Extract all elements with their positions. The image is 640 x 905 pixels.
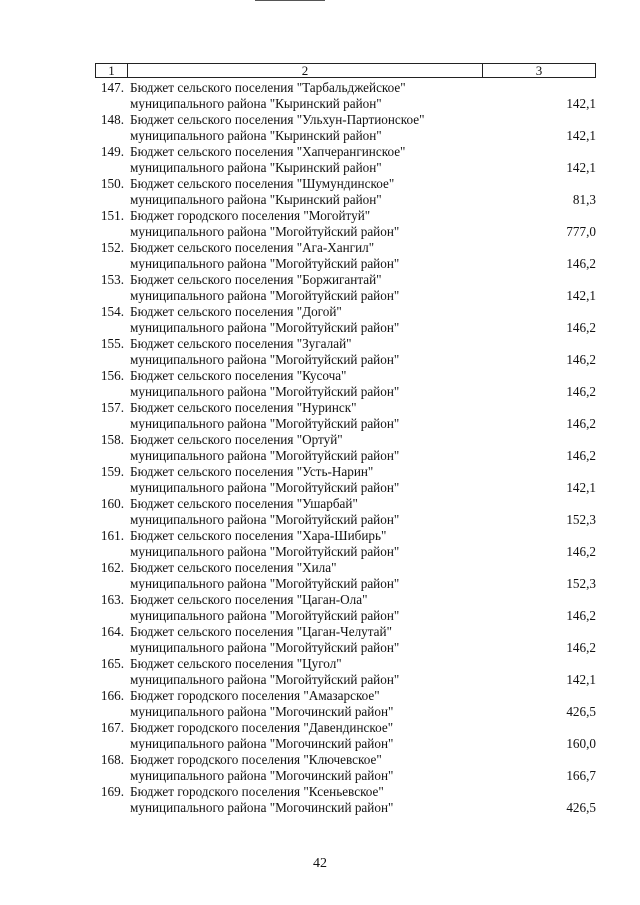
row-name-line1: Бюджет городского поселения "Давендинское" — [130, 720, 394, 735]
row-number: 165. — [100, 656, 124, 671]
row-value: 142,1 — [566, 96, 596, 111]
row-name-line2: муниципального района "Могочинский район" — [130, 800, 394, 815]
row-name-line2: муниципального района "Кыринский район" — [130, 160, 382, 175]
row-name-line1: Бюджет сельского поселения "Ульхун-Партионское" — [130, 112, 425, 127]
row-number: 157. — [100, 400, 124, 415]
row-name-line1: Бюджет сельского поселения "Цугол" — [130, 656, 342, 671]
row-number: 167. — [100, 720, 124, 735]
row-name-line1: Бюджет городского поселения "Ксеньевское" — [130, 784, 384, 799]
row-number: 156. — [100, 368, 124, 383]
row-name-line2: муниципального района "Кыринский район" — [130, 96, 382, 111]
row-value: 166,7 — [566, 768, 596, 783]
table-row — [90, 560, 600, 592]
row-name-line2: муниципального района "Могочинский район" — [130, 704, 394, 719]
scan-top-mark — [255, 0, 325, 1]
table-row — [90, 336, 600, 368]
row-name-line2: муниципального района "Могойтуйский район" — [130, 608, 400, 623]
row-name-line2: муниципального района "Могойтуйский район" — [130, 416, 400, 431]
table-row — [90, 720, 600, 752]
table-row — [90, 592, 600, 624]
row-name-line1: Бюджет сельского поселения "Хила" — [130, 560, 337, 575]
row-number: 162. — [100, 560, 124, 575]
row-name-line1: Бюджет сельского поселения "Догой" — [130, 304, 342, 319]
row-name-line1: Бюджет сельского поселения "Боржигантай" — [130, 272, 382, 287]
table-row — [90, 176, 600, 208]
header-col-3: 3 — [535, 63, 543, 78]
row-number: 153. — [100, 272, 124, 287]
row-number: 158. — [100, 432, 124, 447]
row-value: 142,1 — [566, 128, 596, 143]
row-value: 146,2 — [566, 352, 596, 367]
row-value: 142,1 — [566, 672, 596, 687]
row-value: 142,1 — [566, 480, 596, 495]
row-name-line1: Бюджет сельского поселения "Хапчерангинское" — [130, 144, 406, 159]
row-value: 160,0 — [566, 736, 596, 751]
row-number: 150. — [100, 176, 124, 191]
row-value: 142,1 — [566, 288, 596, 303]
row-value: 81,3 — [572, 192, 596, 207]
row-name-line2: муниципального района "Могойтуйский район" — [130, 320, 400, 335]
row-value: 146,2 — [566, 416, 596, 431]
table-row — [90, 208, 600, 240]
row-name-line1: Бюджет сельского поселения "Цаган-Челутай" — [130, 624, 392, 639]
row-name-line2: муниципального района "Могойтуйский район" — [130, 288, 400, 303]
row-value: 146,2 — [566, 448, 596, 463]
row-value: 152,3 — [566, 512, 596, 527]
table-row — [90, 80, 600, 112]
row-name-line1: Бюджет сельского поселения "Зугалай" — [130, 336, 352, 351]
row-number: 166. — [100, 688, 124, 703]
row-name-line1: Бюджет сельского поселения "Ортуй" — [130, 432, 343, 447]
row-number: 159. — [100, 464, 124, 479]
row-name-line2: муниципального района "Могойтуйский район" — [130, 384, 400, 399]
table-row — [90, 432, 600, 464]
row-name-line2: муниципального района "Кыринский район" — [130, 192, 382, 207]
row-name-line1: Бюджет сельского поселения "Кусоча" — [130, 368, 347, 383]
table-header — [95, 63, 596, 78]
row-name-line2: муниципального района "Могочинский район" — [130, 736, 394, 751]
row-number: 160. — [100, 496, 124, 511]
row-number: 155. — [100, 336, 124, 351]
table-body — [90, 80, 600, 816]
row-value: 426,5 — [566, 800, 596, 815]
row-value: 426,5 — [566, 704, 596, 719]
table-row — [90, 368, 600, 400]
row-name-line1: Бюджет сельского поселения "Ага-Хангил" — [130, 240, 375, 255]
header-col-1: 1 — [96, 64, 128, 77]
row-number: 168. — [100, 752, 124, 767]
row-name-line2: муниципального района "Могойтуйский район" — [130, 480, 400, 495]
table-row — [90, 688, 600, 720]
row-name-line2: муниципального района "Кыринский район" — [130, 128, 382, 143]
table-row — [90, 304, 600, 336]
row-name-line1: Бюджет сельского поселения "Тарбальджейское" — [130, 80, 406, 95]
row-value: 152,3 — [566, 576, 596, 591]
row-value: 146,2 — [566, 256, 596, 271]
row-value: 777,0 — [566, 224, 596, 239]
table-row — [90, 400, 600, 432]
row-value: 142,1 — [566, 160, 596, 175]
row-name-line1: Бюджет городского поселения "Могойтуй" — [130, 208, 371, 223]
row-name-line2: муниципального района "Могойтуйский район" — [130, 448, 400, 463]
row-value: 146,2 — [566, 544, 596, 559]
row-value: 146,2 — [566, 608, 596, 623]
row-number: 148. — [100, 112, 124, 127]
row-name-line1: Бюджет городского поселения "Ключевское" — [130, 752, 382, 767]
row-value: 146,2 — [566, 640, 596, 655]
row-number: 147. — [100, 80, 124, 95]
row-number: 149. — [100, 144, 124, 159]
table-row — [90, 752, 600, 784]
row-name-line2: муниципального района "Могойтуйский район" — [130, 640, 400, 655]
table-row — [90, 464, 600, 496]
table-row — [90, 784, 600, 816]
table-row — [90, 656, 600, 688]
row-name-line2: муниципального района "Могочинский район" — [130, 768, 394, 783]
table-row — [90, 112, 600, 144]
page-number: 42 — [313, 856, 327, 871]
row-number: 154. — [100, 304, 124, 319]
row-number: 151. — [100, 208, 124, 223]
row-value: 146,2 — [566, 384, 596, 399]
row-value: 146,2 — [566, 320, 596, 335]
row-name-line1: Бюджет сельского поселения "Шумундинское" — [130, 176, 395, 191]
row-name-line2: муниципального района "Могойтуйский район" — [130, 512, 400, 527]
table-row — [90, 144, 600, 176]
row-name-line1: Бюджет сельского поселения "Хара-Шибирь" — [130, 528, 387, 543]
row-name-line2: муниципального района "Могойтуйский район" — [130, 352, 400, 367]
row-name-line1: Бюджет сельского поселения "Цаган-Ола" — [130, 592, 368, 607]
row-number: 163. — [100, 592, 124, 607]
row-number: 169. — [100, 784, 124, 799]
table-row — [90, 528, 600, 560]
table-row — [90, 496, 600, 528]
row-name-line2: муниципального района "Могойтуйский район" — [130, 672, 400, 687]
row-name-line1: Бюджет сельского поселения "Нуринск" — [130, 400, 357, 415]
row-name-line1: Бюджет сельского поселения "Ушарбай" — [130, 496, 358, 511]
table-row — [90, 624, 600, 656]
row-number: 161. — [100, 528, 124, 543]
row-name-line1: Бюджет городского поселения "Амазарское" — [130, 688, 380, 703]
row-name-line1: Бюджет сельского поселения "Усть-Нарин" — [130, 464, 374, 479]
row-name-line2: муниципального района "Могойтуйский район" — [130, 224, 400, 239]
row-number: 164. — [100, 624, 124, 639]
row-name-line2: муниципального района "Могойтуйский район" — [130, 256, 400, 271]
row-name-line2: муниципального района "Могойтуйский район" — [130, 576, 400, 591]
header-col-2: 2 — [128, 64, 483, 77]
table-row — [90, 240, 600, 272]
table-row — [90, 272, 600, 304]
row-name-line2: муниципального района "Могойтуйский район" — [130, 544, 400, 559]
row-number: 152. — [100, 240, 124, 255]
